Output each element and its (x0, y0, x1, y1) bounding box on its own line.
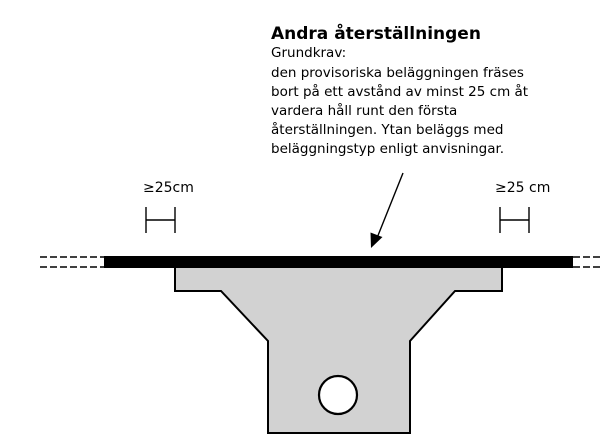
right-dimension-label: ≥25 cm (495, 180, 551, 196)
right-dimension-marker (500, 207, 529, 233)
annotation-line-3: bort på ett avstånd av minst 25 cm åt (271, 84, 529, 100)
asphalt-surface (104, 256, 573, 268)
left-dimension-label: ≥25cm (143, 180, 194, 196)
annotation-line-4: vardera håll runt den första (271, 103, 458, 119)
annotation-line-2: den provisoriska beläggningen fräses (271, 65, 524, 81)
annotation-line-6: beläggningstyp enligt anvisningar. (271, 141, 505, 157)
left-dimension-marker (146, 207, 175, 233)
annotation-line-5: återställningen. Ytan beläggs med (271, 122, 504, 138)
annotation-title: Andra återställningen (271, 24, 481, 44)
pipe-circle (319, 376, 357, 414)
existing-pavement-right (573, 257, 602, 267)
pointer-arrow (371, 173, 404, 248)
existing-pavement-left (40, 257, 104, 267)
annotation-line-1: Grundkrav: (271, 45, 347, 61)
